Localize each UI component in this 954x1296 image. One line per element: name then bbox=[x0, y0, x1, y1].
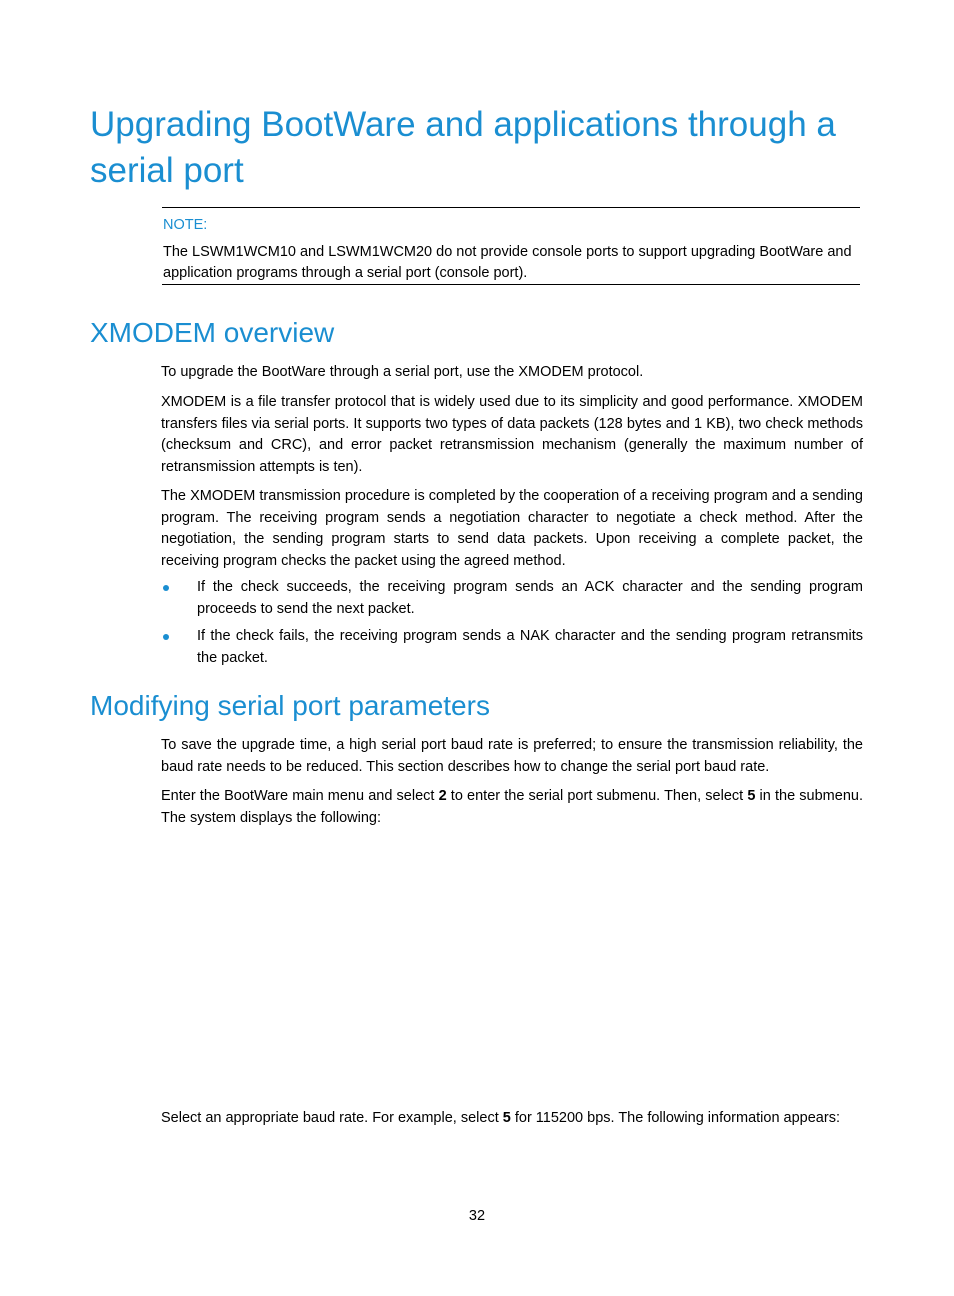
list-item: If the check succeeds, the receiving program sends an ACK character and the sending program proceeds to send the next packet. bbox=[197, 579, 863, 617]
paragraph: XMODEM is a file transfer protocol that is widely used due to its simplicity and good performance. XMODEM transfers files via serial ports. It supports two types of data packets (128 bytes and 1 KB), two check methods (checksum and CRC), and error packet retransmission mechanism (generally the maximum number of retransmission attempts is ten). bbox=[161, 394, 863, 475]
paragraph: The XMODEM transmission procedure is completed by the cooperation of a receiving program and a sending program. The receiving program sends a negotiation character to negotiate a check method. After the negotiation, the sending program starts to send data packets. Upon receiving a complete packet, the receiving program checks the packet using the agreed method. bbox=[161, 488, 863, 569]
bold-option: 2 bbox=[438, 788, 447, 804]
paragraph: To save the upgrade time, a high serial port baud rate is preferred; to ensure the transmission reliability, the baud rate needs to be reduced. This section describes how to change the serial port baud rate. bbox=[161, 737, 863, 775]
text-run: Select an appropriate baud rate. For example, select bbox=[161, 1110, 503, 1126]
text-run: Enter the BootWare main menu and select bbox=[161, 788, 439, 804]
page-title: Upgrading BootWare and applications through a serial port bbox=[90, 105, 836, 190]
text-run: to enter the serial port submenu. Then, select bbox=[446, 788, 748, 804]
bold-option: 5 bbox=[747, 788, 756, 804]
paragraph: To upgrade the BootWare through a serial port, use the XMODEM protocol. bbox=[161, 364, 644, 380]
note-text: The LSWM1WCM10 and LSWM1WCM20 do not provide console ports to support upgrading BootWare and application programs through a serial port (console port). bbox=[163, 244, 852, 281]
paragraph bbox=[161, 786, 863, 829]
paragraph bbox=[161, 1108, 863, 1130]
list-item: If the check fails, the receiving program sends a NAK character and the sending program retransmits the packet. bbox=[197, 628, 863, 666]
page-number: 32 bbox=[468, 1208, 486, 1224]
section-heading-xmodem: XMODEM overview bbox=[90, 317, 335, 348]
text-run: in the submenu. The system displays the following: bbox=[161, 788, 863, 826]
bullet-dot-icon bbox=[163, 585, 169, 591]
bullet-dot-icon bbox=[163, 634, 169, 640]
section-heading-serial-port: Modifying serial port parameters bbox=[90, 690, 490, 721]
bold-option: 5 bbox=[502, 1110, 511, 1126]
note-box bbox=[162, 207, 860, 285]
note-label: NOTE: bbox=[163, 217, 208, 233]
text-run: for 115200 bps. The following information appears: bbox=[510, 1110, 840, 1126]
